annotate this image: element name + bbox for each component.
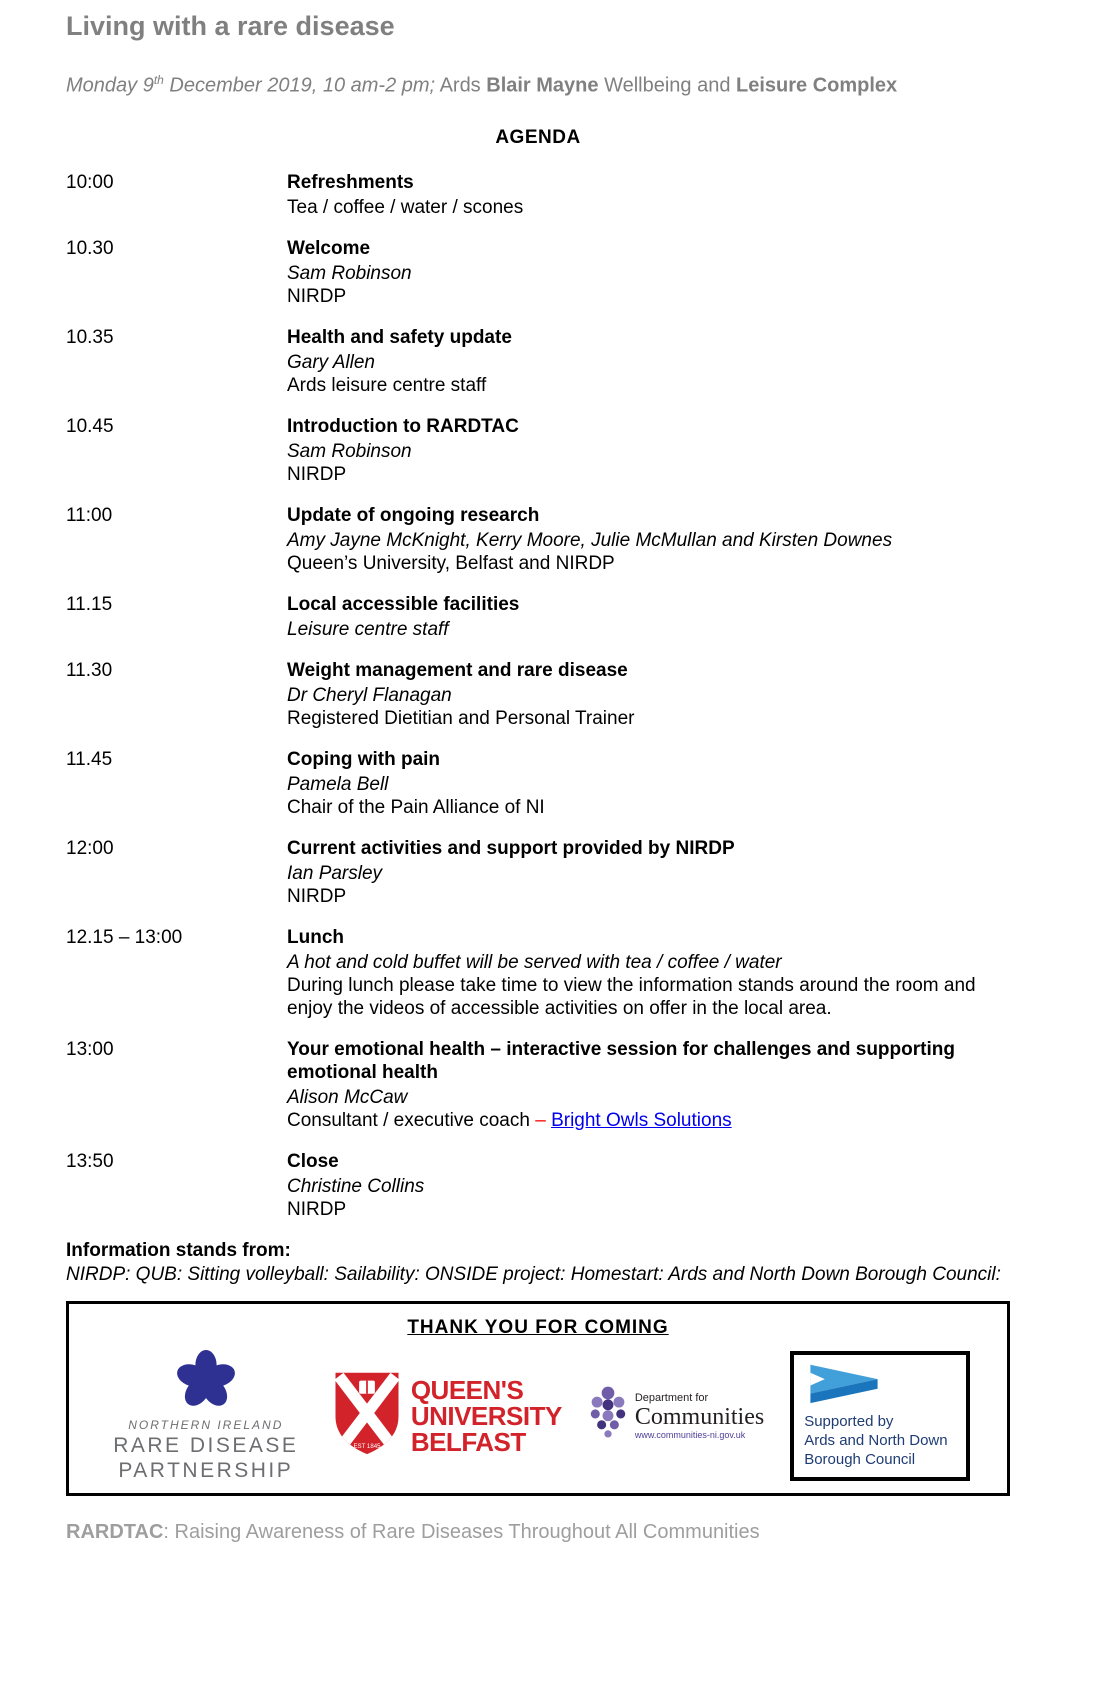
dfc-logo	[588, 1385, 764, 1447]
agenda-line	[287, 1109, 1010, 1132]
agenda-time: 10.30	[66, 237, 114, 259]
agenda-row	[66, 1038, 1010, 1132]
agenda-line: Pamela Bell	[287, 773, 389, 795]
dfc-url: www.communities-ni.gov.uk	[634, 1429, 746, 1440]
agenda-item-title: Refreshments	[287, 171, 414, 193]
agenda-row	[66, 593, 1010, 641]
nirdp-flower-icon	[174, 1350, 238, 1416]
dfc-dots-icon	[588, 1385, 628, 1447]
svg-text:EST 1845: EST 1845	[353, 1443, 381, 1451]
nirdp-line-2: RARE DISEASE	[113, 1433, 299, 1457]
qub-line-3: BELFAST	[410, 1427, 526, 1458]
info-stands-heading: Information stands from:	[66, 1239, 291, 1261]
agenda-item-title: Lunch	[287, 926, 344, 948]
ards-logo	[790, 1351, 970, 1481]
agenda-time: 11.30	[66, 659, 113, 681]
agenda-desc	[287, 504, 1010, 575]
agenda-desc	[287, 659, 1010, 730]
agenda-item-title: Coping with pain	[287, 748, 441, 770]
thank-you-heading: THANK YOU FOR COMING	[407, 1316, 669, 1338]
agenda-row	[66, 326, 1010, 397]
logos-row	[79, 1350, 997, 1483]
agenda-row	[66, 926, 1010, 1020]
dfc-name: Communities	[634, 1403, 765, 1430]
nirdp-line-3: PARTNERSHIP	[118, 1458, 294, 1482]
agenda-row	[66, 415, 1010, 486]
agenda-row	[66, 171, 1010, 219]
dfc-dept-label: Department for	[634, 1391, 709, 1404]
page-title: Living with a rare disease	[66, 11, 395, 41]
ards-support-line-2: Ards and North Down	[804, 1432, 948, 1450]
agenda-item-title: Weight management and rare disease	[287, 659, 628, 681]
ards-flag-icon	[804, 1363, 956, 1408]
agenda-line: A hot and cold buffet will be served with tea / coffee / water	[287, 951, 782, 973]
agenda-desc	[287, 748, 1010, 819]
agenda-heading: AGENDA	[495, 126, 581, 148]
nirdp-logo	[106, 1350, 306, 1483]
agenda-item-title: Current activities and support provided by NIRDP	[287, 837, 735, 859]
agenda-item-title: Health and safety update	[287, 326, 512, 348]
agenda-line: Chair of the Pain Alliance of NI	[287, 796, 545, 818]
date-line	[66, 68, 1010, 98]
qub-crest-icon	[332, 1369, 402, 1463]
agenda-list	[66, 171, 1010, 1221]
agenda-line: Tea / coffee / water / scones	[287, 196, 524, 218]
agenda-item-title: Local accessible facilities	[287, 593, 520, 615]
agenda-line: Registered Dietitian and Personal Trainer	[287, 707, 635, 729]
agenda-desc	[287, 326, 1010, 397]
venue-part-bold: Blair Mayne	[486, 74, 599, 97]
agenda-item-title: Your emotional health – interactive session for challenges and supporting emotional health	[287, 1038, 955, 1083]
venue-part-bold: Leisure Complex	[736, 74, 898, 97]
footer-line	[66, 1520, 1010, 1544]
agenda-row	[66, 237, 1010, 308]
agenda-item-title: Welcome	[287, 237, 371, 259]
agenda-line: Ards leisure centre staff	[287, 374, 487, 396]
agenda-time: 12:00	[66, 837, 114, 859]
date-ordinal: th	[153, 73, 164, 87]
ards-support-line-3: Borough Council	[804, 1451, 916, 1469]
qub-logo	[332, 1369, 562, 1463]
agenda-row	[66, 1150, 1010, 1221]
agenda-item-title: Close	[287, 1150, 339, 1172]
agenda-desc	[287, 415, 1010, 486]
agenda-line: Queen’s University, Belfast and NIRDP	[287, 552, 615, 574]
agenda-time: 10:00	[66, 171, 114, 193]
agenda-row	[66, 504, 1010, 575]
qub-line-1: QUEEN'S	[410, 1375, 524, 1406]
agenda-line: Sam Robinson	[287, 262, 412, 284]
agenda-time: 11.45	[66, 748, 113, 770]
thank-you-box	[66, 1301, 1010, 1496]
agenda-time: 13:00	[66, 1038, 114, 1060]
agenda-desc	[287, 1150, 1010, 1221]
bright-owls-link[interactable]: Bright Owls Solutions	[551, 1109, 732, 1131]
agenda-time: 10.35	[66, 326, 114, 348]
agenda-time: 11:00	[66, 504, 113, 526]
agenda-time: 12.15 – 13:00	[66, 926, 183, 948]
agenda-line: NIRDP	[287, 1198, 347, 1220]
agenda-line: Alison McCaw	[287, 1086, 408, 1108]
agenda-item-title: Update of ongoing research	[287, 504, 540, 526]
nirdp-line-1: NORTHERN IRELAND	[128, 1417, 284, 1432]
agenda-line: Gary Allen	[287, 351, 375, 373]
agenda-line: NIRDP	[287, 285, 347, 307]
agenda-line: Dr Cheryl Flanagan	[287, 684, 452, 706]
venue-part: Ards	[435, 74, 487, 97]
date-part: Monday 9	[66, 74, 154, 97]
agenda-line: NIRDP	[287, 463, 347, 485]
agenda-line-part: –	[535, 1109, 552, 1131]
agenda-line: Amy Jayne McKnight, Kerry Moore, Julie McMullan and Kirsten Downes	[287, 529, 893, 551]
agenda-desc	[287, 171, 1010, 219]
venue-part: Wellbeing and	[598, 74, 737, 97]
agenda-desc	[287, 593, 1010, 641]
agenda-row	[66, 659, 1010, 730]
agenda-line: Leisure centre staff	[287, 618, 449, 640]
date-part: December 2019, 10 am-2 pm;	[163, 74, 436, 97]
agenda-line: Ian Parsley	[287, 862, 383, 884]
agenda-row	[66, 837, 1010, 908]
agenda-item-title: Introduction to RARDTAC	[287, 415, 519, 437]
agenda-line: Christine Collins	[287, 1175, 425, 1197]
agenda-time: 13:50	[66, 1150, 114, 1172]
agenda-line-part: Consultant / executive coach	[287, 1109, 536, 1131]
info-stands-list: NIRDP: QUB: Sitting volleyball: Sailability: ONSIDE project: Homestart: Ards and North Down Borough Council:	[66, 1263, 1001, 1285]
ards-support-line-1: Supported by	[804, 1413, 894, 1431]
agenda-desc	[287, 837, 1010, 908]
agenda-line: Sam Robinson	[287, 440, 412, 462]
agenda-desc	[287, 926, 1010, 1020]
agenda-time: 10.45	[66, 415, 114, 437]
agenda-row	[66, 748, 1010, 819]
agenda-line: NIRDP	[287, 885, 347, 907]
agenda-line: During lunch please take time to view the information stands around the room and enjoy the videos of accessible activities on offer in the local area.	[287, 974, 976, 1019]
agenda-time: 11.15	[66, 593, 113, 615]
footer-rest: : Raising Awareness of Rare Diseases Throughout All Communities	[163, 1520, 760, 1543]
agenda-desc	[287, 237, 1010, 308]
footer-acronym: RARDTAC	[66, 1520, 164, 1543]
qub-line-2: UNIVERSITY	[410, 1401, 562, 1432]
agenda-desc	[287, 1038, 1010, 1132]
